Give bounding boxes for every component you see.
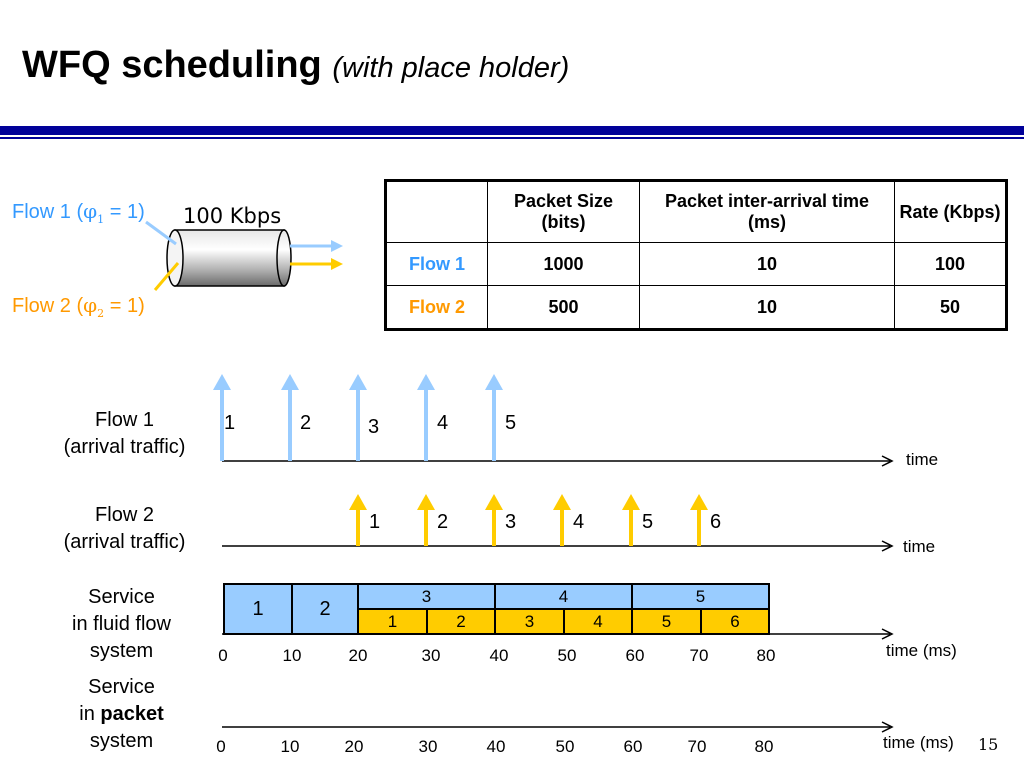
fluid-block-flow2: 2: [426, 608, 496, 635]
flow1-arrival-arrow: [349, 374, 367, 461]
flow1-out-arrow: [290, 240, 343, 252]
tick-label: 30: [418, 737, 438, 756]
flow1-arrival-arrow: [485, 374, 503, 461]
fluid-service-label-line2: in fluid flow: [72, 613, 171, 635]
flow2-arrival-number: 2: [437, 511, 449, 533]
fluid-block-flow1-shared: 4: [494, 583, 633, 610]
flow1-axis-time-label: time: [906, 450, 939, 469]
tick-label: 20: [344, 737, 364, 756]
tick-label: 10: [280, 737, 300, 756]
link-pipe: [167, 230, 291, 286]
table-cell-interarrival: 10: [640, 286, 895, 330]
flow2-arrival-arrow: [417, 494, 435, 546]
tick-label: 60: [625, 646, 645, 665]
packet-axis-time-label: time (ms): [883, 733, 954, 752]
packet-time-axis: [222, 722, 892, 732]
fluid-block-flow2: 3: [494, 608, 565, 635]
fluid-block-flow1: 1: [223, 583, 293, 635]
table-cell-size: 500: [488, 286, 640, 330]
flow2-arrival-number: 1: [369, 511, 381, 533]
table-cell-flow: Flow 2: [386, 286, 488, 330]
tick-label: 50: [557, 646, 577, 665]
flow2-arrival-arrow: [485, 494, 503, 546]
flow2-weight-label: Flow 2 $(\varphi_2 = 1)$: [12, 293, 145, 320]
packet-service-label: [50, 674, 193, 755]
flow1-arrival-number: 4: [437, 412, 449, 434]
flow1-arrival-arrow: [281, 374, 299, 461]
tick-label: 80: [754, 737, 774, 756]
fluid-axis-time-label: time (ms): [886, 641, 957, 660]
table-cell-flow: Flow 1: [386, 243, 488, 286]
fluid-block-flow2: 4: [563, 608, 633, 635]
flow1-arrival-number: 1: [224, 412, 236, 434]
flow2-arrival-arrow: [553, 494, 571, 546]
flow2-arrival-arrow: [622, 494, 640, 546]
tick-label: 0: [218, 646, 228, 665]
tick-label: 30: [421, 646, 441, 665]
phi2-symbol: $\varphi_2$: [83, 293, 105, 320]
flow1-arrival-number: 3: [368, 416, 380, 438]
flow2-arrival-number: 5: [642, 511, 654, 533]
flow2-arrival-number: 3: [505, 511, 517, 533]
flow1-arrival-arrows: [213, 374, 503, 461]
tick-label: 40: [489, 646, 509, 665]
tick-label: 20: [348, 646, 368, 665]
flow2-arrival-number: 6: [710, 511, 722, 533]
fluid-block-flow1-shared: 3: [357, 583, 496, 610]
flow1-arrival-number: 5: [505, 412, 517, 434]
flow1-timeline-label-line1: Flow 1: [95, 409, 154, 431]
flow2-out-arrow: [290, 258, 343, 270]
tick-label: 50: [555, 737, 575, 756]
flow1-link-name: Flow 1 (: [12, 201, 84, 223]
flow1-weight-value: 1: [126, 201, 139, 223]
table-cell-size: 1000: [488, 243, 640, 286]
fluid-block-flow1: 2: [291, 583, 359, 635]
fluid-service-label-line1: Service: [88, 586, 155, 608]
flow2-arrival-arrow: [690, 494, 708, 546]
flow2-link-name: Flow 2 (: [12, 295, 84, 317]
flow2-weight-value: 1: [126, 295, 139, 317]
flow2-timeline-label-line1: Flow 2: [95, 504, 154, 526]
flow2-timeline-label-line2: (arrival traffic): [63, 531, 186, 553]
fluid-service-label-line3: system: [89, 640, 154, 662]
tick-label: 40: [486, 737, 506, 756]
packet-service-label-line2: [50, 701, 193, 728]
title-subtitle: (with place holder): [332, 52, 570, 84]
packet-service-label-line3: system: [89, 730, 154, 752]
flow1-timeline-label: [53, 407, 196, 461]
fluid-block-flow2: 6: [700, 608, 770, 635]
flow1-arrival-number: 2: [300, 412, 312, 434]
flow1-weight-label: Flow 1 $(\varphi_1 = 1)$: [12, 199, 145, 226]
flow2-arrival-arrows: [349, 494, 708, 546]
tick-label: 70: [689, 646, 709, 665]
flow2-arrival-arrow: [349, 494, 367, 546]
flow2-timeline-label: [53, 502, 196, 556]
table-cell-rate: 50: [895, 286, 1007, 330]
table-header-interarrival: Packet inter-arrival time (ms): [640, 181, 895, 243]
table-cell-interarrival: 10: [640, 243, 895, 286]
packet-service-label-in: in: [79, 703, 101, 725]
flow2-axis-time-label: time: [903, 537, 936, 556]
page-number: 15: [978, 735, 999, 754]
flow2-arrival-number: 4: [573, 511, 585, 533]
tick-label: 70: [687, 737, 707, 756]
packet-service-label-bold: packet: [100, 703, 164, 725]
fluid-block-flow1-shared: 5: [631, 583, 770, 610]
tick-label: 80: [756, 646, 776, 665]
table-header-size: Packet Size (bits): [488, 181, 640, 243]
title-main: WFQ scheduling: [22, 44, 322, 86]
table-cell-rate: 100: [895, 243, 1007, 286]
fluid-block-flow2: 1: [357, 608, 428, 635]
flow2-time-axis: [222, 541, 892, 551]
fluid-block-flow2: 5: [631, 608, 702, 635]
tick-label: 60: [623, 737, 643, 756]
flow1-time-axis: [222, 456, 892, 466]
packet-service-label-line1: Service: [88, 676, 155, 698]
table-header-rate: Rate (Kbps): [895, 181, 1007, 243]
flow1-arrival-arrow: [417, 374, 435, 461]
phi1-symbol: $\varphi_1$: [83, 199, 105, 226]
flow1-timeline-label-line2: (arrival traffic): [63, 436, 186, 458]
tick-label: 10: [282, 646, 302, 665]
link-capacity-label: 100 Kbps: [183, 204, 282, 228]
fluid-service-label: [50, 584, 193, 665]
tick-label: 0: [216, 737, 226, 756]
